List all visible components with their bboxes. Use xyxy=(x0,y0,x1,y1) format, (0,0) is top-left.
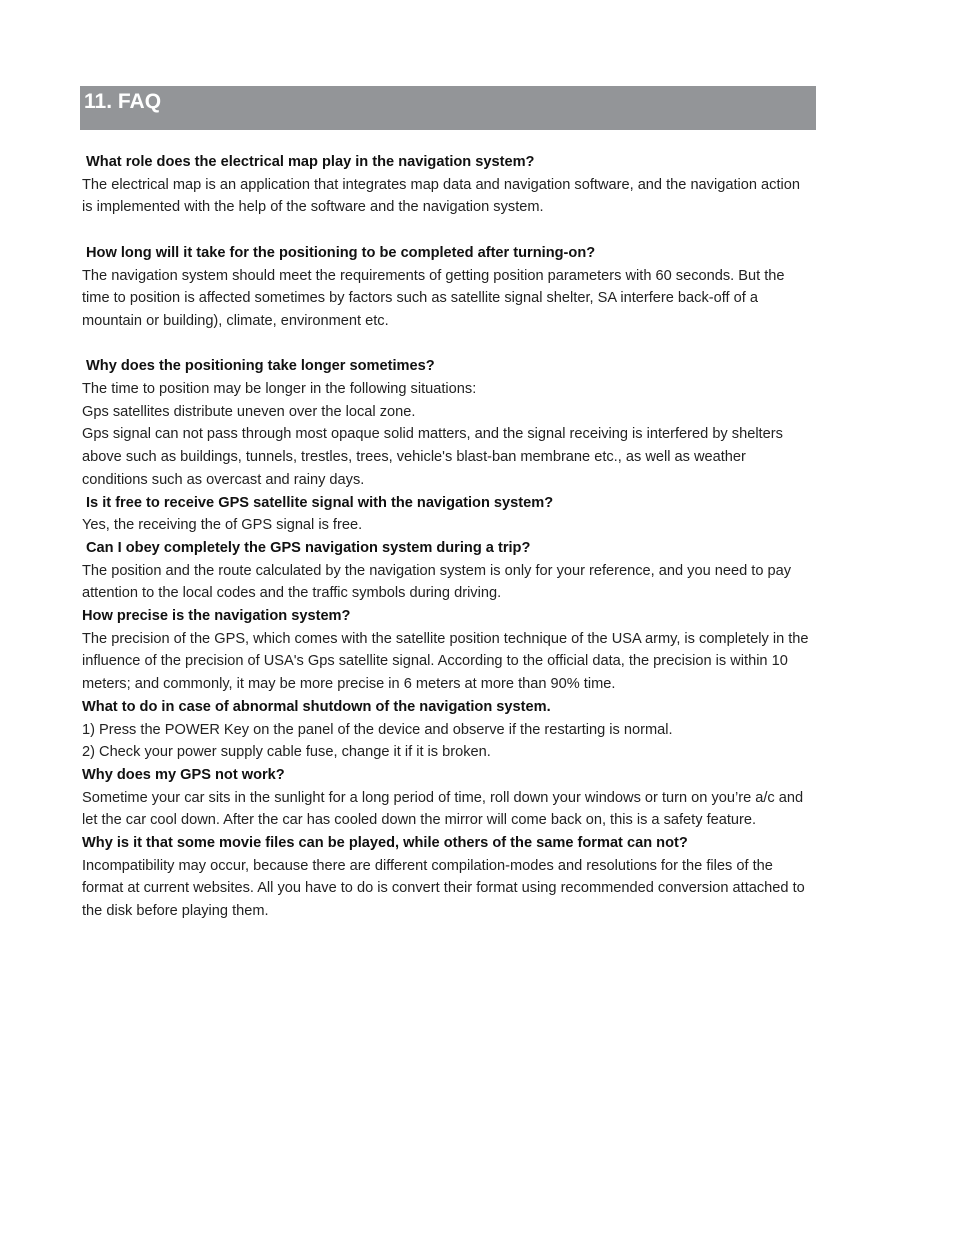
spacer xyxy=(82,333,812,356)
faq-answer: The navigation system should meet the requirements of getting position parameters with 60 seconds. But the time to position is affected sometimes by factors such as satellite signal shelter, SA interfere back-off of a mountain or building), climate, environment etc. xyxy=(82,267,785,329)
faq-answer: The time to position may be longer in the following situations: xyxy=(82,381,477,397)
faq-question: What role does the electrical map play in the navigation system? xyxy=(86,154,535,170)
faq-answer: 2) Check your power supply cable fuse, change it if it is broken. xyxy=(82,744,491,761)
faq-answer: The precision of the GPS, which comes with the satellite position technique of the USA army, is completely in the influence of the precision of USA's Gps satellite signal. According to the official data, the precision is within 10 meters; and commonly, it may be more precise in 6 meters at more than 90% time. xyxy=(82,630,809,693)
faq-question: Why does the positioning take longer sometimes? xyxy=(86,358,435,375)
faq-answer: The position and the route calculated by the navigation system is only for your reference, and you need to pay attention to the local codes and the traffic symbols during driving. xyxy=(82,562,792,602)
faq-question: Why does my GPS not work? xyxy=(82,766,285,783)
faq-answer: Gps satellites distribute uneven over the local zone. xyxy=(82,403,416,420)
faq-answer: Incompatibility may occur, because there are different compilation-modes and resolutions for the files of the format at current websites. All you have to do is convert their format using recommended conversion attached to the disk before playing them. xyxy=(82,857,805,920)
faq-answer: Yes, the receiving the of GPS signal is free. xyxy=(82,517,363,534)
section-header-bar xyxy=(80,86,816,130)
spacer xyxy=(82,219,812,242)
faq-answer: Sometime your car sits in the sunlight for a long period of time, roll down your windows or turn on you’re a/c and let the car cool down. After the car has cooled down the mirror will come back on, this is a safety feature. xyxy=(82,789,804,829)
faq-answer: Gps signal can not pass through most opaque solid matters, and the signal receiving is interfered by shelters above such as buildings, tunnels, trestles, trees, vehicle's blast-ban membrane etc., as well as weather conditions such as overcast and rainy days. xyxy=(82,426,783,488)
faq-question: How long will it take for the positioning to be completed after turning-on? xyxy=(86,244,596,261)
faq-answer: The electrical map is an application that integrates map data and navigation software, and the navigation action is implemented with the help of the software and the navigation system. xyxy=(82,176,800,216)
faq-list xyxy=(82,151,812,923)
faq-question: Is it free to receive GPS satellite signal with the navigation system? xyxy=(86,494,554,511)
section-title: 11. FAQ xyxy=(84,90,162,113)
faq-question: Why is it that some movie files can be played, while others of the same format can not? xyxy=(82,835,688,852)
faq-question: Can I obey completely the GPS navigation system during a trip? xyxy=(86,539,531,556)
faq-answer: 1) Press the POWER Key on the panel of the device and observe if the restarting is normal. xyxy=(82,721,673,738)
faq-question: How precise is the navigation system? xyxy=(82,608,351,625)
faq-question: What to do in case of abnormal shutdown of the navigation system. xyxy=(82,698,551,715)
